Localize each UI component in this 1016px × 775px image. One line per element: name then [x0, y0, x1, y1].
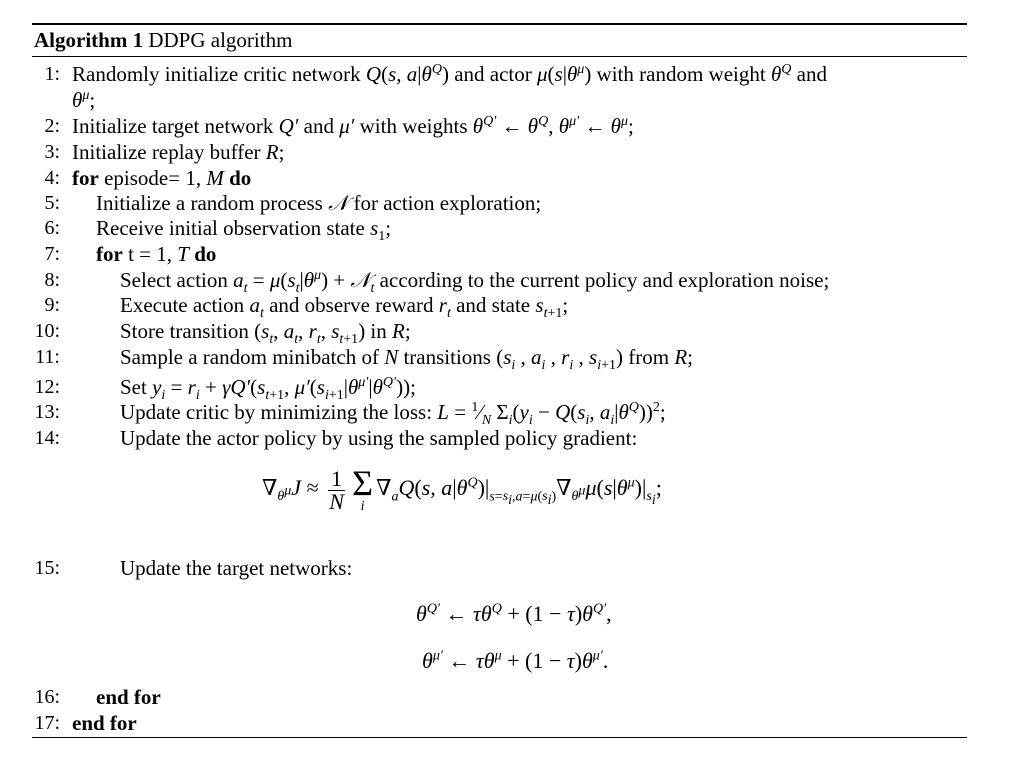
line-number: 13: — [34, 401, 60, 423]
algorithm-line-10: Store transition ($s_t$, $a_t$, $r_t$, $s_{t+1}$) in R; — [120, 319, 411, 348]
line-number: 10: — [34, 320, 60, 342]
algorithm-line-8: Select action $a_t = \mu(s_t|\theta^\mu)$ + 𝒩$_t$ according to the current policy and exploration noise; — [120, 268, 830, 297]
algorithm-line-14: Update the actor policy by using the sampled policy gradient: — [120, 426, 638, 450]
algorithm-line-5: Initialize a random process 𝒩 for action exploration; — [96, 191, 542, 215]
algorithm-line-15: Update the target networks: — [120, 556, 353, 580]
algorithm-line-2: Initialize target network Q′ and μ′ with weights $\theta^{Q'}$ ← $\theta^Q$, $\theta^{\mu'}$ ← $\theta^\mu$; — [72, 114, 634, 138]
line-number: 7: — [44, 243, 60, 265]
line-number: 17: — [34, 712, 60, 734]
algorithm-line-17: end for — [72, 711, 137, 735]
algorithm-line-4: for episode= 1, M do — [72, 166, 252, 190]
algorithm-line-16: end for — [96, 685, 161, 709]
line-number: 9: — [44, 294, 60, 316]
line-number: 11: — [35, 346, 60, 368]
line-number: 2: — [44, 115, 60, 137]
algorithm-line-6: Receive initial observation state $s_1$; — [96, 216, 392, 245]
line-number: 5: — [44, 192, 60, 214]
line-number: 12: — [34, 376, 60, 398]
algorithm-line-1-cont: $\theta^\mu$; — [72, 88, 96, 112]
algorithm-line-7: for t = 1, T do — [96, 242, 217, 266]
algorithm-line-1: Randomly initialize critic network Q(s, $a|\theta^Q$) and actor $\mu(s|\theta^\mu)$ with random weight $\theta^Q$ and — [72, 62, 827, 86]
header-rule — [32, 56, 967, 57]
line-number: 1: — [44, 63, 60, 85]
line-number: 3: — [44, 141, 60, 163]
target-critic-equation: $\theta^{Q'}$ ← $\tau\theta^Q + (1 - \tau)\theta^{Q'}$, — [416, 601, 612, 626]
target-actor-equation: $\theta^{\mu'}$ ← $\tau\theta^\mu + (1 - \tau)\theta^{\mu'}$. — [422, 648, 609, 673]
line-number: 4: — [44, 167, 60, 189]
algorithm-title — [34, 28, 292, 52]
line-number: 8: — [44, 269, 60, 291]
algorithm-line-12: Set $y_i = r_i + \gamma Q'(s_{t+1}$, $\mu'(s_{i+1}|\theta^{\mu'}|\theta^{Q'})$); — [120, 375, 416, 404]
algorithm-line-9: Execute action $a_t$ and observe reward $r_t$ and state $s_{t+1}$; — [120, 293, 569, 322]
line-number: 6: — [44, 217, 60, 239]
algorithm-label: Algorithm 1 — [34, 28, 144, 52]
algorithm-name: DDPG algorithm — [148, 28, 293, 52]
top-rule — [32, 23, 967, 25]
algorithm-line-11: Sample a random minibatch of N transitions ($s_i$ , $a_i$ , $r_i$ , $s_{i+1}$) from R; — [120, 345, 693, 374]
algorithm-line-3: Initialize replay buffer R; — [72, 140, 285, 164]
policy-gradient-equation: $\nabla_{\theta^\mu}J$ ≈ $\frac{1}{N}$ Σ i $\nabla_aQ(s$, $a|\theta^Q)|_{s=s_i,a=\mu(s_i)}\nabla_{\theta^\mu}\mu(s|\theta^\mu)|_{s_i}$; — [262, 463, 662, 514]
line-number: 15: — [34, 557, 60, 579]
algorithm-line-13: Update critic by minimizing the loss: $L = ^1⁄_N$ $\Sigma_i(y_i - Q(s_i$, $a_i|\theta^Q))^2$; — [120, 400, 666, 429]
line-number: 14: — [34, 427, 60, 449]
line-number: 16: — [34, 686, 60, 708]
bottom-rule — [32, 737, 967, 738]
